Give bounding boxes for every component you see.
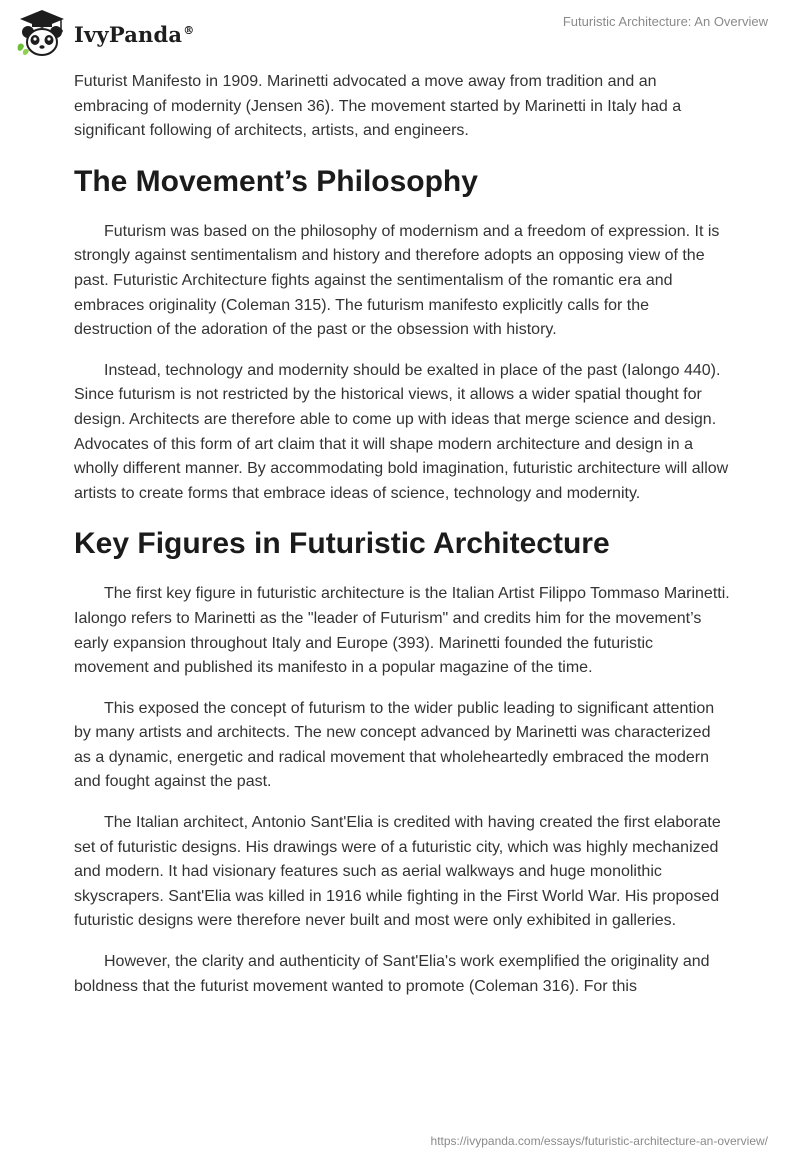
key-figures-paragraph: This exposed the concept of futurism to the wider public leading to significant attention by many artists and architects. The new concept advanced by Marinetti was characterized as a dynamic, energetic and radical movement that wholeheartedly embraced the modern and fought against the past. [74, 699, 715, 791]
philosophy-paragraph: Instead, technology and modernity should be exalted in place of the past (Ialongo 440). Since futurism is not restricted by the historical views, it allows a wider spatial thought for design. Architects are therefore able to come up with ideas that merge science and design. Advocates of this form of art claim that it will shape modern architecture and design in a wholly different manner. By accommodating bold imagination, futuristic architecture will allow artists to create forms that embrace ideas of science, technology and modernity. [74, 361, 729, 502]
brand-name: IvyPanda® [74, 21, 195, 47]
essay-content [74, 70, 730, 1015]
brand-logo[interactable] [14, 8, 194, 60]
panda-graduate-icon [14, 8, 70, 60]
section-heading-philosophy: The Movement’s Philosophy [74, 164, 478, 198]
source-url[interactable]: https://ivypanda.com/essays/futuristic-architecture-an-overview/ [430, 1134, 768, 1148]
section-heading-key-figures: Key Figures in Futuristic Architecture [74, 527, 610, 561]
intro-paragraph: Futurist Manifesto in 1909. Marinetti advocated a move away from tradition and an embracing of modernity (Jensen 36). The movement started by Marinetti in Italy had a significant following of architects, artists, and engineers. [74, 73, 682, 140]
key-figures-paragraph: The first key figure in futuristic architecture is the Italian Artist Filippo Tommaso Marinetti. Ialongo refers to Marinetti as the "leader of Futurism" and credits him for the movement’s early expansion throughout Italy and Europe (393). Marinetti founded the futuristic movement and published its manifesto in a popular magazine of the time. [74, 585, 730, 677]
page-header [0, 0, 800, 70]
key-figures-paragraph: The Italian architect, Antonio Sant'Elia is credited with having created the first elaborate set of futuristic designs. His drawings were of a futuristic city, which was highly mechanized and modern. It had visionary features such as aerial walkways and huge monolithic skyscrapers. Sant'Elia was killed in 1916 while fighting in the First World War. His proposed futuristic designs were therefore never built and most were only exhibited in galleries. [74, 814, 721, 930]
key-figures-paragraph: However, the clarity and authenticity of Sant'Elia's work exemplified the originality and boldness that the futurist movement wanted to promote (Coleman 316). For this [74, 953, 710, 995]
document-title: Futuristic Architecture: An Overview [562, 14, 768, 29]
philosophy-paragraph: Futurism was based on the philosophy of modernism and a freedom of expression. It is strongly against sentimentalism and history and therefore adopts an opposing view of the past. Futuristic Architecture fights against the sentimentalism of the romantic era and embraces originality (Coleman 315). The futurism manifesto explicitly calls for the destruction of the adoration of the past or the obsession with history. [74, 222, 720, 339]
